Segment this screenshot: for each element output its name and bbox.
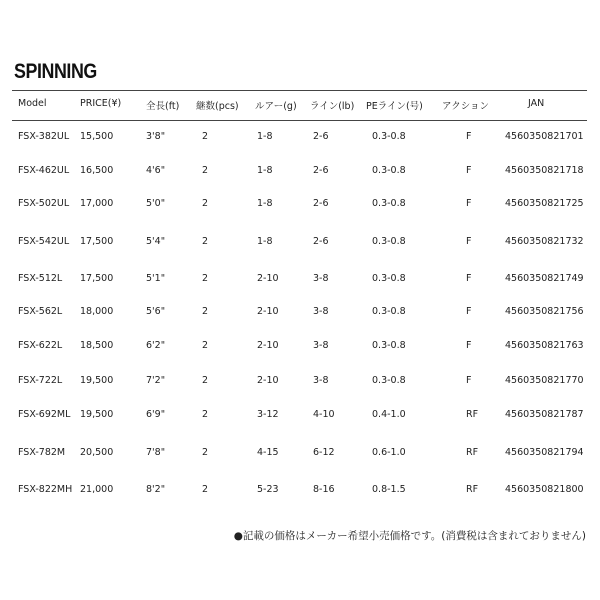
header-top-rule [12, 90, 587, 91]
table-cell: 2 [202, 198, 209, 209]
col-action: アクション [442, 101, 490, 112]
table-cell: 0.3-0.8 [372, 198, 406, 209]
table-cell: 15,500 [80, 131, 114, 142]
table-cell: 3-12 [257, 409, 279, 420]
table-cell: 0.4-1.0 [372, 409, 406, 420]
table-cell: 0.3-0.8 [372, 273, 406, 284]
table-cell: 2-10 [257, 340, 279, 351]
table-row [0, 375, 600, 389]
col-length: 全長(ft) [146, 101, 180, 112]
table-cell: 2 [202, 306, 209, 317]
table-cell: 4560350821794 [505, 447, 584, 458]
table-cell: FSX-512L [18, 273, 63, 284]
table-cell: 17,500 [80, 273, 114, 284]
table-cell: 2-6 [313, 198, 329, 209]
col-line: ライン(lb) [310, 101, 355, 112]
col-pe-line: PEライン(号) [366, 101, 423, 112]
table-cell: 2-6 [313, 131, 329, 142]
table-cell: 8'2" [146, 484, 166, 495]
table-cell: 2-6 [313, 236, 329, 247]
table-cell: 4560350821749 [505, 273, 584, 284]
table-row [0, 447, 600, 461]
table-cell: 3-8 [313, 273, 329, 284]
header-bottom-rule [12, 120, 587, 121]
table-cell: F [466, 273, 472, 284]
table-cell: 3'8" [146, 131, 166, 142]
table-cell: 4560350821718 [505, 165, 584, 176]
table-cell: F [466, 340, 472, 351]
table-row [0, 165, 600, 179]
table-cell: 20,500 [80, 447, 114, 458]
table-cell: 2-10 [257, 306, 279, 317]
col-model: Model [18, 98, 47, 109]
table-cell: RF [466, 447, 479, 458]
table-cell: FSX-502UL [18, 198, 70, 209]
table-cell: 4560350821763 [505, 340, 584, 351]
table-cell: FSX-692ML [18, 409, 71, 420]
table-cell: 18,500 [80, 340, 114, 351]
table-cell: 2 [202, 340, 209, 351]
table-cell: 5'1" [146, 273, 166, 284]
table-cell: 1-8 [257, 236, 273, 247]
price-note: ●記載の価格はメーカー希望小売価格です。(消費税は含まれておりません) [233, 530, 586, 542]
table-cell: 5-23 [257, 484, 279, 495]
table-cell: 2-10 [257, 375, 279, 386]
table-row [0, 340, 600, 354]
table-row [0, 484, 600, 498]
table-cell: F [466, 131, 472, 142]
table-cell: 1-8 [257, 165, 273, 176]
table-cell: 2 [202, 236, 209, 247]
table-cell: 4560350821787 [505, 409, 584, 420]
table-cell: 0.3-0.8 [372, 375, 406, 386]
table-cell: 2 [202, 484, 209, 495]
table-cell: 1-8 [257, 198, 273, 209]
col-jan: JAN [528, 98, 545, 109]
table-cell: FSX-782M [18, 447, 66, 458]
table-cell: 7'8" [146, 447, 166, 458]
col-price: PRICE(¥) [80, 98, 122, 109]
table-cell: 2 [202, 273, 209, 284]
table-cell: 3-8 [313, 340, 329, 351]
table-row [0, 273, 600, 287]
table-cell: 19,500 [80, 409, 114, 420]
col-lure: ルアー(g) [255, 101, 297, 112]
table-cell: F [466, 236, 472, 247]
table-cell: RF [466, 409, 479, 420]
table-cell: 0.3-0.8 [372, 236, 406, 247]
table-cell: 4560350821725 [505, 198, 584, 209]
table-cell: 4560350821756 [505, 306, 584, 317]
table-cell: F [466, 165, 472, 176]
table-row [0, 198, 600, 212]
table-cell: FSX-382UL [18, 131, 70, 142]
table-row [0, 131, 600, 145]
table-cell: 6-12 [313, 447, 335, 458]
table-cell: 5'0" [146, 198, 166, 209]
table-cell: 6'9" [146, 409, 166, 420]
table-cell: 18,000 [80, 306, 114, 317]
table-cell: 19,500 [80, 375, 114, 386]
table-cell: FSX-822MH [18, 484, 73, 495]
table-cell: 5'6" [146, 306, 166, 317]
table-cell: F [466, 198, 472, 209]
table-row [0, 236, 600, 250]
col-pieces: 継数(pcs) [196, 101, 239, 112]
table-cell: FSX-562L [18, 306, 63, 317]
table-cell: 2 [202, 409, 209, 420]
table-cell: 2 [202, 165, 209, 176]
table-cell: 4560350821732 [505, 236, 584, 247]
table-cell: 21,000 [80, 484, 114, 495]
table-cell: FSX-462UL [18, 165, 70, 176]
table-cell: 2-6 [313, 165, 329, 176]
table-cell: 2-10 [257, 273, 279, 284]
table-cell: 2 [202, 375, 209, 386]
table-cell: 0.3-0.8 [372, 340, 406, 351]
table-cell: 3-8 [313, 306, 329, 317]
section-title: SPINNING [14, 60, 97, 83]
table-row [0, 306, 600, 320]
table-cell: 4560350821770 [505, 375, 584, 386]
table-cell: 7'2" [146, 375, 166, 386]
table-cell: 4560350821701 [505, 131, 584, 142]
table-cell: F [466, 306, 472, 317]
table-cell: 5'4" [146, 236, 166, 247]
table-cell: 8-16 [313, 484, 335, 495]
table-cell: 3-8 [313, 375, 329, 386]
table-cell: 2 [202, 131, 209, 142]
table-row [0, 409, 600, 423]
table-cell: 4'6" [146, 165, 166, 176]
table-cell: 0.8-1.5 [372, 484, 406, 495]
table-cell: 4-15 [257, 447, 279, 458]
table-header [0, 98, 600, 112]
table-cell: FSX-542UL [18, 236, 70, 247]
table-cell: RF [466, 484, 479, 495]
table-cell: 2 [202, 447, 209, 458]
table-cell: 17,000 [80, 198, 114, 209]
table-cell: FSX-622L [18, 340, 63, 351]
table-cell: 1-8 [257, 131, 273, 142]
table-cell: 4560350821800 [505, 484, 584, 495]
table-cell: FSX-722L [18, 375, 63, 386]
table-cell: 16,500 [80, 165, 114, 176]
table-cell: F [466, 375, 472, 386]
table-cell: 0.3-0.8 [372, 306, 406, 317]
table-cell: 0.3-0.8 [372, 165, 406, 176]
table-cell: 4-10 [313, 409, 335, 420]
table-cell: 0.3-0.8 [372, 131, 406, 142]
table-cell: 0.6-1.0 [372, 447, 406, 458]
table-cell: 6'2" [146, 340, 166, 351]
table-cell: 17,500 [80, 236, 114, 247]
